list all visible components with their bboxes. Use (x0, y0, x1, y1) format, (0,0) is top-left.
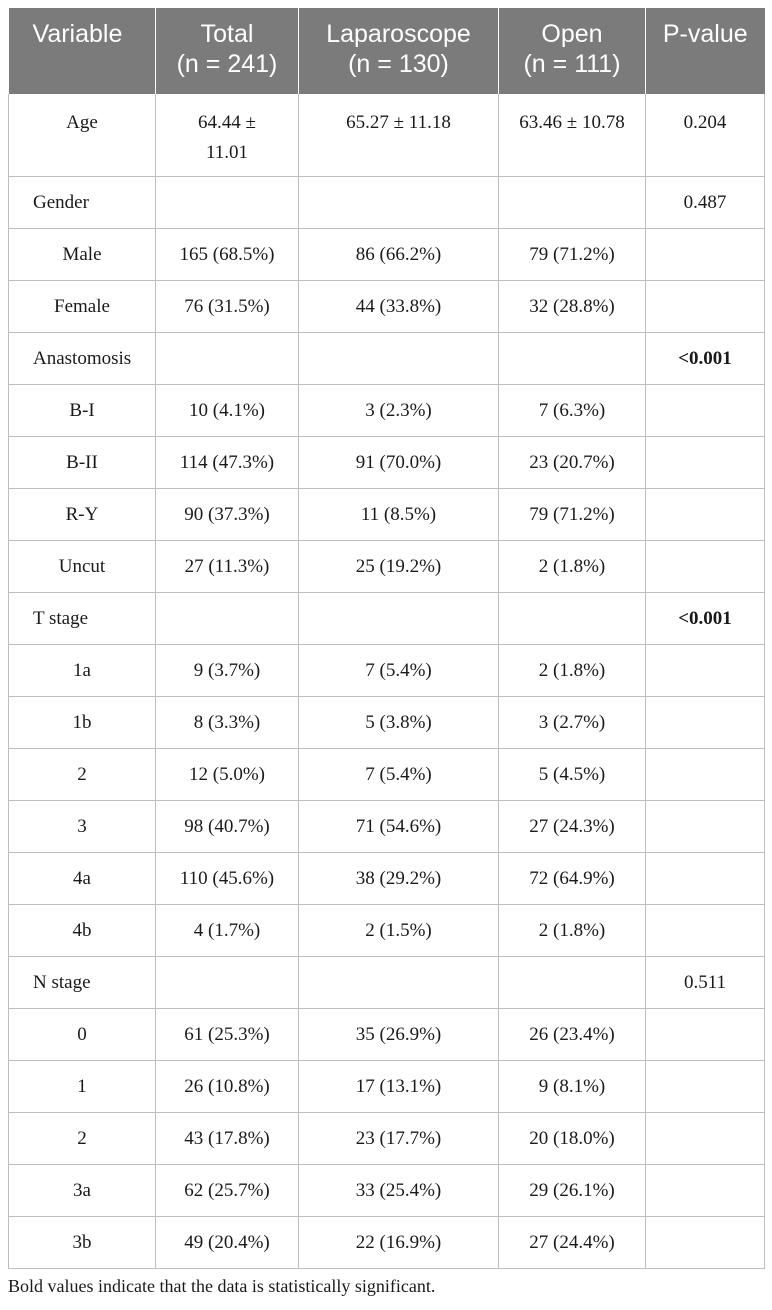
table-group-row (9, 957, 765, 1009)
p-value-cell (646, 385, 765, 437)
laparoscope-cell (299, 957, 499, 1009)
p-value-cell (646, 1061, 765, 1113)
column-header-line: (n = 111) (523, 50, 621, 78)
p-value-cell (646, 437, 765, 489)
p-value-cell: <0.001 (646, 593, 765, 645)
open-cell: 29 (26.1%) (499, 1165, 646, 1217)
laparoscope-cell: 71 (54.6%) (299, 801, 499, 853)
table-footnote: Bold values indicate that the data is statistically significant. (8, 1276, 436, 1296)
variable-cell: 3b (9, 1217, 156, 1269)
total-cell: 43 (17.8%) (156, 1113, 299, 1165)
table-row (9, 94, 765, 177)
variable-cell: R-Y (9, 489, 156, 541)
p-value-cell: 0.204 (646, 94, 765, 177)
table-body (9, 94, 765, 1269)
total-cell: 26 (10.8%) (156, 1061, 299, 1113)
column-header-line: Open (541, 20, 603, 48)
laparoscope-cell: 91 (70.0%) (299, 437, 499, 489)
header-row (9, 8, 765, 94)
open-cell (499, 593, 646, 645)
column-header-laparoscope (299, 8, 499, 94)
column-header-line: Total (200, 20, 254, 48)
variable-cell: Age (9, 94, 156, 177)
variable-cell: 2 (9, 749, 156, 801)
open-cell: 27 (24.3%) (499, 801, 646, 853)
open-cell: 20 (18.0%) (499, 1113, 646, 1165)
open-cell: 26 (23.4%) (499, 1009, 646, 1061)
table-group-row (9, 593, 765, 645)
open-cell (499, 333, 646, 385)
open-cell: 79 (71.2%) (499, 229, 646, 281)
table-row (9, 905, 765, 957)
p-value-cell: 0.487 (646, 177, 765, 229)
laparoscope-cell: 7 (5.4%) (299, 645, 499, 697)
open-cell: 79 (71.2%) (499, 489, 646, 541)
open-cell: 27 (24.4%) (499, 1217, 646, 1269)
total-cell: 114 (47.3%) (156, 437, 299, 489)
table-row (9, 385, 765, 437)
open-cell: 7 (6.3%) (499, 385, 646, 437)
table-row (9, 645, 765, 697)
column-header-line: P-value (662, 20, 748, 48)
laparoscope-cell (299, 593, 499, 645)
total-cell: 90 (37.3%) (156, 489, 299, 541)
table-group-row (9, 333, 765, 385)
column-header-open (499, 8, 646, 94)
laparoscope-cell (299, 333, 499, 385)
p-value-cell (646, 853, 765, 905)
table-row (9, 853, 765, 905)
table-row (9, 1217, 765, 1269)
variable-cell: Female (9, 281, 156, 333)
p-value-cell (646, 1009, 765, 1061)
table-row (9, 1165, 765, 1217)
total-cell (156, 333, 299, 385)
column-header-line: (n = 130) (348, 50, 449, 78)
variable-cell: B-I (9, 385, 156, 437)
variable-cell: 4a (9, 853, 156, 905)
laparoscope-cell: 38 (29.2%) (299, 853, 499, 905)
open-cell: 2 (1.8%) (499, 541, 646, 593)
total-cell: 110 (45.6%) (156, 853, 299, 905)
table-row (9, 541, 765, 593)
p-value-cell: 0.511 (646, 957, 765, 1009)
total-cell: 4 (1.7%) (156, 905, 299, 957)
open-cell: 3 (2.7%) (499, 697, 646, 749)
variable-cell: Gender (9, 177, 156, 229)
laparoscope-cell: 5 (3.8%) (299, 697, 499, 749)
p-value-cell (646, 281, 765, 333)
open-cell (499, 957, 646, 1009)
total-cell: 9 (3.7%) (156, 645, 299, 697)
laparoscope-cell: 25 (19.2%) (299, 541, 499, 593)
laparoscope-cell: 65.27 ± 11.18 (299, 94, 499, 177)
total-cell: 27 (11.3%) (156, 541, 299, 593)
variable-cell: 1 (9, 1061, 156, 1113)
column-header-p-value (646, 8, 765, 94)
variable-cell: B-II (9, 437, 156, 489)
table-group-row (9, 177, 765, 229)
laparoscope-cell: 35 (26.9%) (299, 1009, 499, 1061)
p-value-cell (646, 1113, 765, 1165)
open-cell: 32 (28.8%) (499, 281, 646, 333)
total-cell: 165 (68.5%) (156, 229, 299, 281)
table-row (9, 749, 765, 801)
p-value-cell (646, 541, 765, 593)
variable-cell: 1a (9, 645, 156, 697)
variable-cell: Anastomosis (9, 333, 156, 385)
p-value-cell: <0.001 (646, 333, 765, 385)
total-cell (156, 593, 299, 645)
laparoscope-cell: 33 (25.4%) (299, 1165, 499, 1217)
column-header-variable (9, 8, 156, 94)
open-cell: 63.46 ± 10.78 (499, 94, 646, 177)
table-row (9, 1061, 765, 1113)
column-header-line: (n = 241) (176, 50, 278, 78)
laparoscope-cell: 86 (66.2%) (299, 229, 499, 281)
baseline-characteristics-table-container (8, 8, 764, 1269)
column-header-line: Laparoscope (326, 20, 471, 48)
laparoscope-cell: 3 (2.3%) (299, 385, 499, 437)
variable-cell: Uncut (9, 541, 156, 593)
table-header (9, 8, 765, 94)
total-cell (156, 957, 299, 1009)
p-value-cell (646, 905, 765, 957)
p-value-cell (646, 697, 765, 749)
laparoscope-cell: 44 (33.8%) (299, 281, 499, 333)
open-cell: 23 (20.7%) (499, 437, 646, 489)
variable-cell: 0 (9, 1009, 156, 1061)
laparoscope-cell: 7 (5.4%) (299, 749, 499, 801)
table-row (9, 229, 765, 281)
baseline-characteristics-table (8, 8, 765, 1269)
variable-cell: 3 (9, 801, 156, 853)
laparoscope-cell: 23 (17.7%) (299, 1113, 499, 1165)
variable-cell: 3a (9, 1165, 156, 1217)
table-row (9, 281, 765, 333)
p-value-cell (646, 1165, 765, 1217)
variable-cell: 4b (9, 905, 156, 957)
column-header-total (156, 8, 299, 94)
table-row (9, 1113, 765, 1165)
p-value-cell (646, 749, 765, 801)
open-cell: 72 (64.9%) (499, 853, 646, 905)
total-cell (156, 177, 299, 229)
laparoscope-cell: 17 (13.1%) (299, 1061, 499, 1113)
table-row (9, 437, 765, 489)
open-cell: 9 (8.1%) (499, 1061, 646, 1113)
total-cell: 61 (25.3%) (156, 1009, 299, 1061)
p-value-cell (646, 489, 765, 541)
total-cell: 64.44 ± 11.01 (156, 94, 299, 177)
p-value-cell (646, 645, 765, 697)
variable-cell: N stage (9, 957, 156, 1009)
total-cell: 10 (4.1%) (156, 385, 299, 437)
total-cell: 8 (3.3%) (156, 697, 299, 749)
total-cell: 98 (40.7%) (156, 801, 299, 853)
open-cell: 5 (4.5%) (499, 749, 646, 801)
p-value-cell (646, 1217, 765, 1269)
laparoscope-cell: 2 (1.5%) (299, 905, 499, 957)
table-row (9, 801, 765, 853)
open-cell: 2 (1.8%) (499, 645, 646, 697)
laparoscope-cell: 11 (8.5%) (299, 489, 499, 541)
total-cell: 12 (5.0%) (156, 749, 299, 801)
p-value-cell (646, 801, 765, 853)
total-cell: 49 (20.4%) (156, 1217, 299, 1269)
table-row (9, 489, 765, 541)
open-cell (499, 177, 646, 229)
laparoscope-cell: 22 (16.9%) (299, 1217, 499, 1269)
column-header-line: Variable (32, 20, 123, 48)
total-cell: 62 (25.7%) (156, 1165, 299, 1217)
p-value-cell (646, 229, 765, 281)
table-row (9, 697, 765, 749)
variable-cell: T stage (9, 593, 156, 645)
laparoscope-cell (299, 177, 499, 229)
variable-cell: 1b (9, 697, 156, 749)
variable-cell: Male (9, 229, 156, 281)
table-row (9, 1009, 765, 1061)
open-cell: 2 (1.8%) (499, 905, 646, 957)
variable-cell: 2 (9, 1113, 156, 1165)
total-cell: 76 (31.5%) (156, 281, 299, 333)
